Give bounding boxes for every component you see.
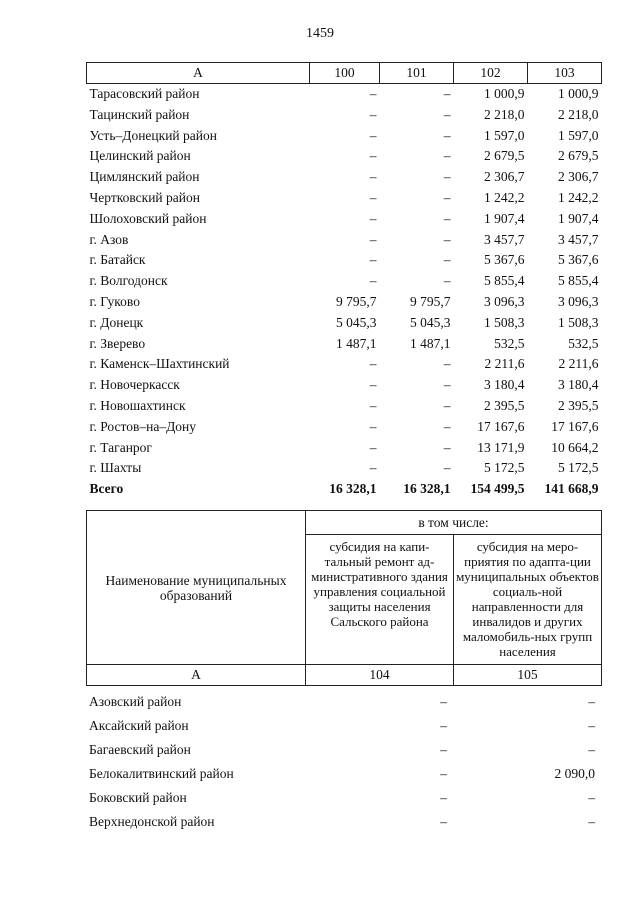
value-101: 1 487,1	[410, 335, 451, 351]
including-header: в том числе:	[306, 511, 602, 535]
table-row	[87, 417, 602, 438]
value-102: 2 306,7	[484, 169, 525, 185]
value-103: 5 172,5	[558, 460, 599, 476]
value-102: 1 907,4	[484, 210, 525, 226]
value-103: 1 000,9	[558, 86, 599, 101]
value-101: 5 045,3	[410, 314, 451, 330]
value-101: –	[443, 169, 451, 185]
value-100: –	[369, 252, 377, 268]
total-100: 16 328,1	[329, 481, 377, 497]
municipality-name: Белокалитвинский район	[89, 766, 234, 781]
municipality-name: г. Каменск–Шахтинский	[89, 356, 230, 372]
col-header-100: 100	[310, 63, 380, 84]
col-number-104: 104	[306, 665, 454, 686]
value-104: –	[440, 694, 447, 709]
budget-table-part2	[86, 690, 601, 834]
value-100: –	[369, 210, 377, 226]
value-103: 2 211,6	[558, 356, 599, 372]
value-100: –	[369, 231, 377, 247]
col-number-105: 105	[454, 665, 602, 686]
col-104-description: субсидия на капи-тальный ремонт ад-министративного здания управления социальной защиты населения Сальского района	[306, 535, 454, 665]
value-102: 532,5	[494, 335, 525, 351]
table-row	[87, 458, 602, 479]
value-101: –	[443, 127, 451, 143]
value-102: 17 167,6	[477, 418, 525, 434]
value-103: 5 367,6	[558, 252, 599, 268]
municipality-name: г. Новошахтинск	[89, 397, 186, 413]
value-101: –	[443, 273, 451, 289]
municipality-name: Тацинский район	[89, 106, 190, 122]
value-102: 5 367,6	[484, 252, 525, 268]
table-row	[87, 334, 602, 355]
value-103: 17 167,6	[551, 418, 599, 434]
value-102: 3 180,4	[484, 377, 525, 393]
table-row	[87, 188, 602, 209]
municipality-name: г. Шахты	[89, 460, 142, 476]
value-101: –	[443, 252, 451, 268]
value-102: 3 457,7	[484, 231, 525, 247]
value-103: 1 242,2	[558, 189, 599, 205]
table-row	[87, 292, 602, 313]
value-104: –	[440, 766, 447, 781]
value-100: –	[369, 169, 377, 185]
value-105: –	[588, 742, 595, 757]
table-row	[87, 84, 602, 105]
table-row	[87, 438, 602, 459]
value-104: –	[440, 718, 447, 733]
total-label: Всего	[89, 481, 124, 497]
total-row	[87, 479, 602, 500]
col-header-a: А	[87, 63, 310, 84]
value-101: –	[443, 418, 451, 434]
value-103: 2 218,0	[558, 106, 599, 122]
value-100: –	[369, 418, 377, 434]
municipality-name: Багаевский район	[89, 742, 191, 757]
value-103: 1 508,3	[558, 314, 599, 330]
value-101: –	[443, 210, 451, 226]
municipality-name: г. Зверево	[89, 335, 146, 351]
page-number: 1459	[306, 26, 334, 41]
table-row	[87, 250, 602, 271]
municipality-name: Азовский район	[89, 694, 182, 709]
value-102: 2 679,5	[484, 148, 525, 164]
col-header-102: 102	[454, 63, 528, 84]
value-103: 1 907,4	[558, 210, 599, 226]
value-100: 1 487,1	[336, 335, 377, 351]
value-103: 2 395,5	[558, 397, 599, 413]
value-100: –	[369, 189, 377, 205]
municipality-name: г. Таганрог	[89, 439, 152, 455]
value-104: –	[440, 742, 447, 757]
total-103: 141 668,9	[544, 481, 599, 497]
table-row	[86, 786, 601, 810]
value-100: –	[369, 439, 377, 455]
total-102: 154 499,5	[470, 481, 525, 497]
value-101: –	[443, 86, 451, 101]
table-row	[87, 375, 602, 396]
table-row	[86, 714, 601, 738]
value-100: –	[369, 127, 377, 143]
municipality-name: г. Батайск	[89, 252, 146, 268]
value-101: –	[443, 439, 451, 455]
value-102: 3 096,3	[484, 293, 525, 309]
value-101: –	[443, 460, 451, 476]
value-103: 10 664,2	[551, 439, 599, 455]
value-100: –	[369, 148, 377, 164]
table-row	[86, 762, 601, 786]
value-103: 532,5	[568, 335, 599, 351]
value-101: –	[443, 377, 451, 393]
value-104: –	[440, 814, 447, 829]
value-102: 5 172,5	[484, 460, 525, 476]
value-105: –	[588, 694, 595, 709]
table-row	[87, 396, 602, 417]
municipality-name: г. Донецк	[89, 314, 144, 330]
total-101: 16 328,1	[403, 481, 451, 497]
value-105: 2 090,0	[554, 766, 595, 781]
value-102: 1 242,2	[484, 189, 525, 205]
budget-table-header-part2	[86, 510, 602, 686]
municipality-name: Боковский район	[89, 790, 187, 805]
municipality-name: Аксайский район	[89, 718, 189, 733]
municipality-name: Шолоховский район	[89, 210, 207, 226]
value-100: 5 045,3	[336, 314, 377, 330]
value-100: –	[369, 377, 377, 393]
table-row	[87, 230, 602, 251]
table-row	[86, 810, 601, 834]
value-102: 13 171,9	[477, 439, 525, 455]
table-row	[87, 105, 602, 126]
value-102: 2 218,0	[484, 106, 525, 122]
value-105: –	[588, 814, 595, 829]
value-103: 2 679,5	[558, 148, 599, 164]
value-102: 2 211,6	[484, 356, 525, 372]
column-number-row	[87, 665, 602, 686]
value-100: –	[369, 397, 377, 413]
value-100: –	[369, 460, 377, 476]
value-100: –	[369, 86, 377, 101]
value-103: 3 096,3	[558, 293, 599, 309]
table-row	[87, 354, 602, 375]
value-101: –	[443, 189, 451, 205]
value-103: 3 457,7	[558, 231, 599, 247]
value-105: –	[588, 790, 595, 805]
value-102: 1 000,9	[484, 86, 525, 101]
value-101: –	[443, 148, 451, 164]
table-row	[87, 209, 602, 230]
value-101: 9 795,7	[410, 293, 451, 309]
value-101: –	[443, 356, 451, 372]
value-102: 5 855,4	[484, 273, 525, 289]
municipality-name: Верхнедонской район	[89, 814, 215, 829]
value-103: 5 855,4	[558, 273, 599, 289]
table-row	[87, 146, 602, 167]
municipality-name: г. Азов	[89, 231, 129, 247]
table-row	[86, 690, 601, 714]
municipality-name: Целинский район	[89, 148, 191, 164]
municipality-name: г. Новочеркасск	[89, 377, 180, 393]
municipality-name: г. Гуково	[89, 293, 140, 309]
value-102: 1 597,0	[484, 127, 525, 143]
municipality-name: Усть–Донецкий район	[89, 127, 217, 143]
value-101: –	[443, 231, 451, 247]
value-100: –	[369, 356, 377, 372]
table-row	[87, 271, 602, 292]
value-101: –	[443, 106, 451, 122]
col-header-101: 101	[380, 63, 454, 84]
col-105-description: субсидия на меро-приятия по адапта-ции муниципальных объектов социаль-ной направленности для инвалидов и других маломобиль-ных групп населения	[454, 535, 602, 665]
municipality-name: г. Ростов–на–Дону	[89, 418, 197, 434]
municipality-name: Тарасовский район	[89, 86, 200, 101]
table-row	[86, 738, 601, 762]
municipality-name-header: Наименование муниципальных образований	[87, 511, 306, 665]
value-100: –	[369, 106, 377, 122]
municipality-name: г. Волгодонск	[89, 273, 168, 289]
municipality-name: Цимлянский район	[89, 169, 200, 185]
value-103: 1 597,0	[558, 127, 599, 143]
value-102: 1 508,3	[484, 314, 525, 330]
column-header-row	[87, 63, 602, 84]
table-row	[87, 126, 602, 147]
table-row	[87, 167, 602, 188]
municipality-name: Чертковский район	[89, 189, 200, 205]
col-header-103: 103	[528, 63, 602, 84]
value-103: 3 180,4	[558, 377, 599, 393]
value-102: 2 395,5	[484, 397, 525, 413]
value-105: –	[588, 718, 595, 733]
table-row	[87, 313, 602, 334]
col-number-a: А	[87, 665, 306, 686]
value-100: –	[369, 273, 377, 289]
value-104: –	[440, 790, 447, 805]
value-103: 2 306,7	[558, 169, 599, 185]
value-101: –	[443, 397, 451, 413]
value-100: 9 795,7	[336, 293, 377, 309]
budget-table-part1	[86, 62, 602, 500]
